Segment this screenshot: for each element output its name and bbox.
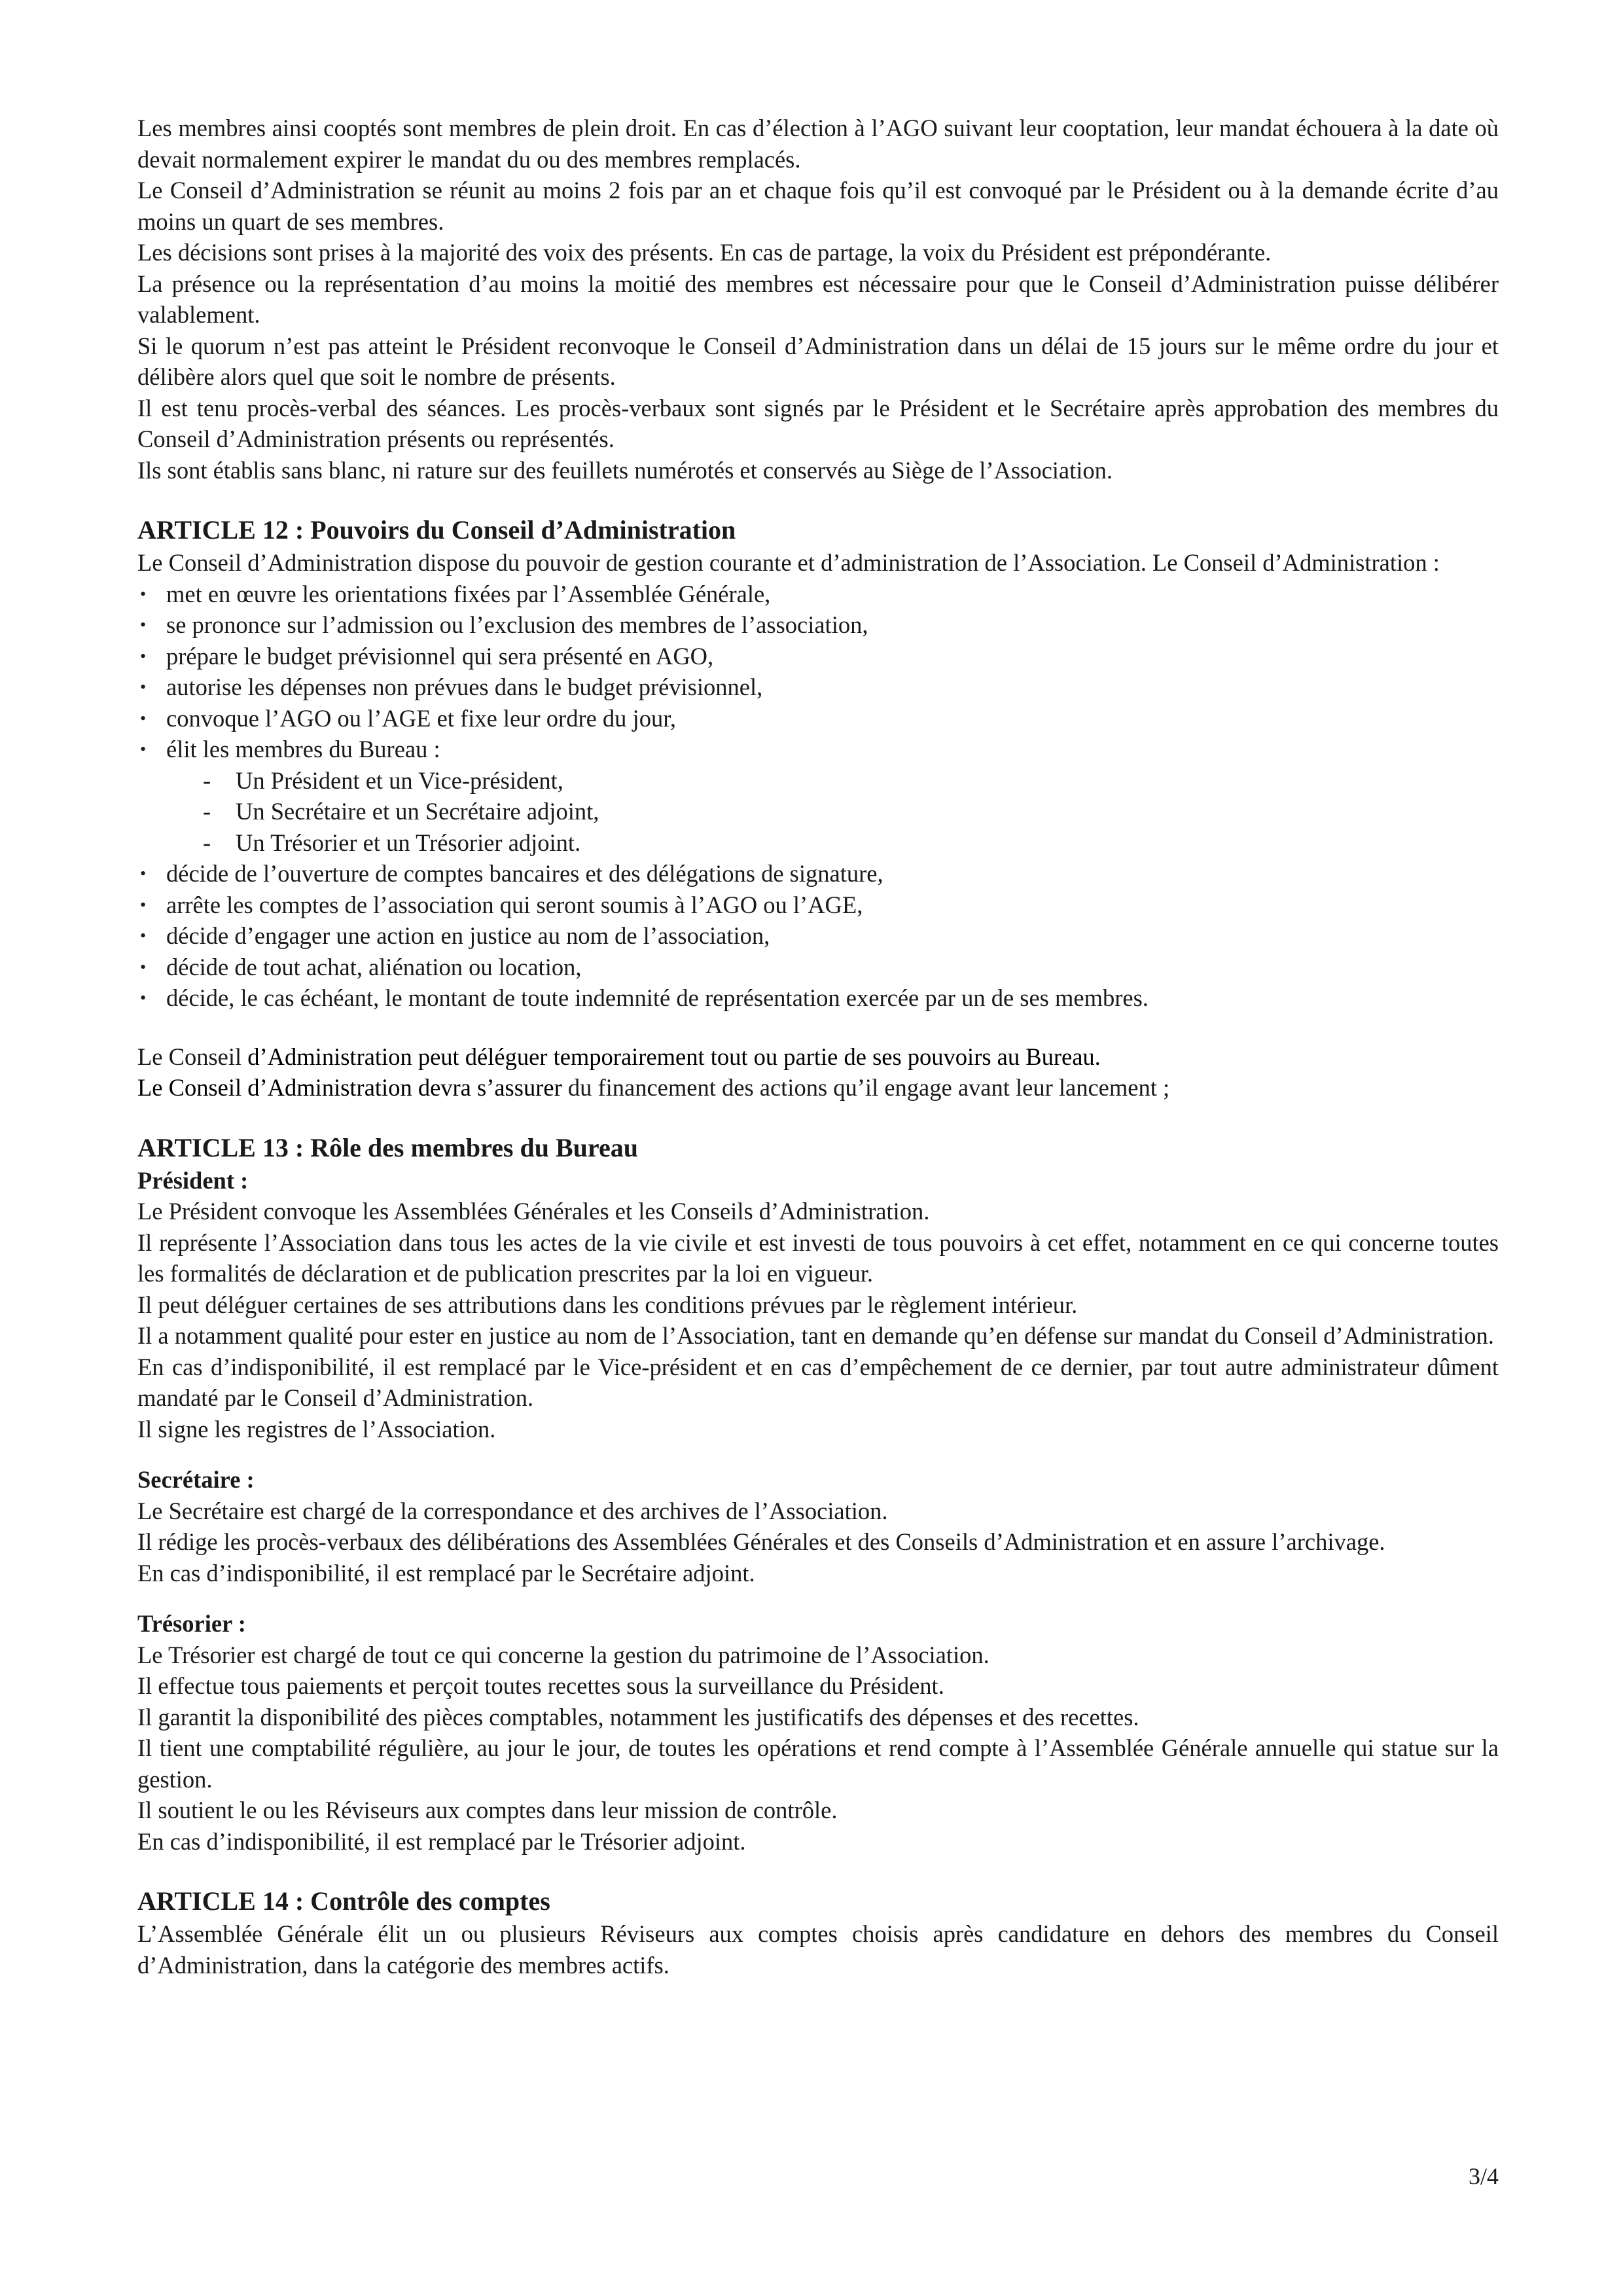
- bullet-icon: •: [140, 864, 147, 883]
- paragraph: Il représente l’Association dans tous les actes de la vie civile et est investi de tous pouvoirs à cet effet, notamment en ce qui concerne toutes les formalités de déclaration et de publication prescrites par la loi en vigueur.: [137, 1229, 1499, 1287]
- list-item: - Un Trésorier et un Trésorier adjoint.: [203, 827, 1499, 859]
- list-item: • élit les membres du Bureau : - Un Président et un Vice-président, - Un Secrétaire et un Secrétaire adjoint, - Un Trésorier et un Trésorier adjoint.: [137, 734, 1499, 858]
- bullet-icon: •: [140, 677, 147, 696]
- article-14: [137, 1884, 1499, 1981]
- bullet-icon: •: [140, 926, 147, 945]
- funding-paragraph: Le Conseil d’Administration devra s’assurer du financement des actions qu’il engage avant leur lancement ;: [137, 1074, 1170, 1101]
- paragraph: Le Conseil d’Administration se réunit au moins 2 fois par an et chaque fois qu’il est convoqué par le Président ou à la demande écrite d’au moins un quart de ses membres.: [137, 177, 1499, 235]
- article-12-title: ARTICLE 12 : Pouvoirs du Conseil d’Administration: [137, 515, 736, 545]
- list-item: • décide de tout achat, aliénation ou location,: [137, 952, 1499, 983]
- paragraph: Il tient une comptabilité régulière, au jour le jour, de toutes les opérations et rend compte à l’Assemblée Générale annuelle qui statue sur la gestion.: [137, 1734, 1499, 1793]
- paragraph: En cas d’indisponibilité, il est remplacé par le Vice-président et en cas d’empêchement de ce dernier, par tout autre administrateur dûment mandaté par le Conseil d’Administration.: [137, 1353, 1499, 1411]
- paragraph: En cas d’indisponibilité, il est remplacé par le Trésorier adjoint.: [137, 1827, 746, 1855]
- paragraph: Il rédige les procès-verbaux des délibérations des Assemblées Générales et des Conseils d’Administration et en assure l’archivage.: [137, 1528, 1385, 1555]
- powers-list: [137, 579, 1499, 1014]
- page-number: 3/4: [1468, 2163, 1499, 2189]
- bullet-icon: •: [140, 646, 147, 666]
- article-13: [137, 1131, 1499, 1857]
- paragraph: Il effectue tous paiements et perçoit toutes recettes sous la surveillance du Président.: [137, 1672, 944, 1699]
- article-12-intro: Le Conseil d’Administration dispose du pouvoir de gestion courante et d’administration de l’Association. Le Conseil d’Administration :: [137, 549, 1440, 576]
- dash-icon: -: [203, 798, 211, 825]
- paragraph: Il soutient le ou les Réviseurs aux comptes dans leur mission de contrôle.: [137, 1797, 838, 1823]
- paragraph: Le Trésorier est chargé de tout ce qui concerne la gestion du patrimoine de l’Association.: [137, 1641, 990, 1668]
- bullet-icon: •: [140, 708, 147, 728]
- dash-icon: -: [203, 829, 211, 856]
- bullet-icon: •: [140, 584, 147, 603]
- article-14-title: ARTICLE 14 : Contrôle des comptes: [137, 1886, 550, 1916]
- document-page: [137, 113, 1499, 1981]
- paragraph: Il peut déléguer certaines de ses attributions dans les conditions prévues par le règlement intérieur.: [137, 1291, 1078, 1318]
- paragraph: Il est tenu procès-verbal des séances. Les procès-verbaux sont signés par le Président et le Secrétaire après approbation des membres du Conseil d’Administration présents ou représentés.: [137, 394, 1499, 452]
- paragraph: La présence ou la représentation d’au moins la moitié des membres est nécessaire pour que le Conseil d’Administration puisse délibérer valablement.: [137, 270, 1499, 328]
- paragraph: Ils sont établis sans blanc, ni rature sur des feuillets numérotés et conservés au Siège de l’Association.: [137, 456, 1113, 484]
- bullet-icon: •: [140, 988, 147, 1007]
- paragraph: Si le quorum n’est pas atteint le Président reconvoque le Conseil d’Administration dans un délai de 15 jours sur le même ordre du jour et délibère alors quel que soit le nombre de présents.: [137, 332, 1499, 390]
- paragraph: Les décisions sont prises à la majorité des voix des présents. En cas de partage, la voix du Président est prépondérante.: [137, 239, 1272, 266]
- tresorier-heading: Trésorier :: [137, 1610, 246, 1637]
- list-item: - Un Président et un Vice-président,: [203, 765, 1499, 797]
- list-item: • décide d’engager une action en justice au nom de l’association,: [137, 920, 1499, 952]
- paragraph: Il garantit la disponibilité des pièces comptables, notamment les justificatifs des dépenses et des recettes.: [137, 1703, 1139, 1731]
- list-item: • décide de l’ouverture de comptes bancaires et des délégations de signature,: [137, 858, 1499, 889]
- list-item: • se prononce sur l’admission ou l’exclusion des membres de l’association,: [137, 609, 1499, 641]
- bullet-icon: •: [140, 615, 147, 634]
- paragraph: Il signe les registres de l’Association.: [137, 1415, 496, 1443]
- paragraph: En cas d’indisponibilité, il est remplacé par le Secrétaire adjoint.: [137, 1559, 755, 1587]
- paragraph: L’Assemblée Générale élit un ou plusieurs Réviseurs aux comptes choisis après candidature en dehors des membres du Conseil d’Administration, dans la catégorie des membres actifs.: [137, 1920, 1499, 1979]
- article-13-title: ARTICLE 13 : Rôle des membres du Bureau: [137, 1132, 638, 1162]
- paragraph: Le Président convoque les Assemblées Générales et les Conseils d’Administration.: [137, 1198, 930, 1225]
- intro-section: [137, 113, 1499, 486]
- bullet-icon: •: [140, 895, 147, 914]
- article-12: [137, 513, 1499, 1103]
- list-item: • prépare le budget prévisionnel qui sera présenté en AGO,: [137, 641, 1499, 672]
- paragraph: Le Secrétaire est chargé de la correspondance et des archives de l’Association.: [137, 1497, 888, 1524]
- list-item: • décide, le cas échéant, le montant de toute indemnité de représentation exercée par un de ses membres.: [137, 982, 1499, 1014]
- paragraph: Les membres ainsi cooptés sont membres de plein droit. En cas d’élection à l’AGO suivant leur cooptation, leur mandat échouera à la date où devait normalement expirer le mandat du ou des membres remplacés.: [137, 115, 1499, 173]
- list-item: • arrête les comptes de l’association qui seront soumis à l’AGO ou l’AGE,: [137, 889, 1499, 921]
- list-item: - Un Secrétaire et un Secrétaire adjoint,: [203, 796, 1499, 827]
- bureau-members-list: [137, 765, 1499, 859]
- paragraph: Il a notamment qualité pour ester en justice au nom de l’Association, tant en demande qu’en défense sur mandat du Conseil d’Administration.: [137, 1322, 1494, 1349]
- dash-icon: -: [203, 766, 211, 794]
- bullet-icon: •: [140, 957, 147, 977]
- delegation-paragraph: Le Conseil d’Administration peut déléguer temporairement tout ou partie de ses pouvoirs au Bureau.: [137, 1043, 1101, 1070]
- list-item: • convoque l’AGO ou l’AGE et fixe leur ordre du jour,: [137, 703, 1499, 734]
- list-item: • autorise les dépenses non prévues dans le budget prévisionnel,: [137, 672, 1499, 703]
- list-item: • met en œuvre les orientations fixées par l’Assemblée Générale,: [137, 579, 1499, 610]
- president-heading: Président :: [137, 1166, 249, 1194]
- secretaire-heading: Secrétaire :: [137, 1466, 255, 1493]
- bullet-icon: •: [140, 740, 147, 759]
